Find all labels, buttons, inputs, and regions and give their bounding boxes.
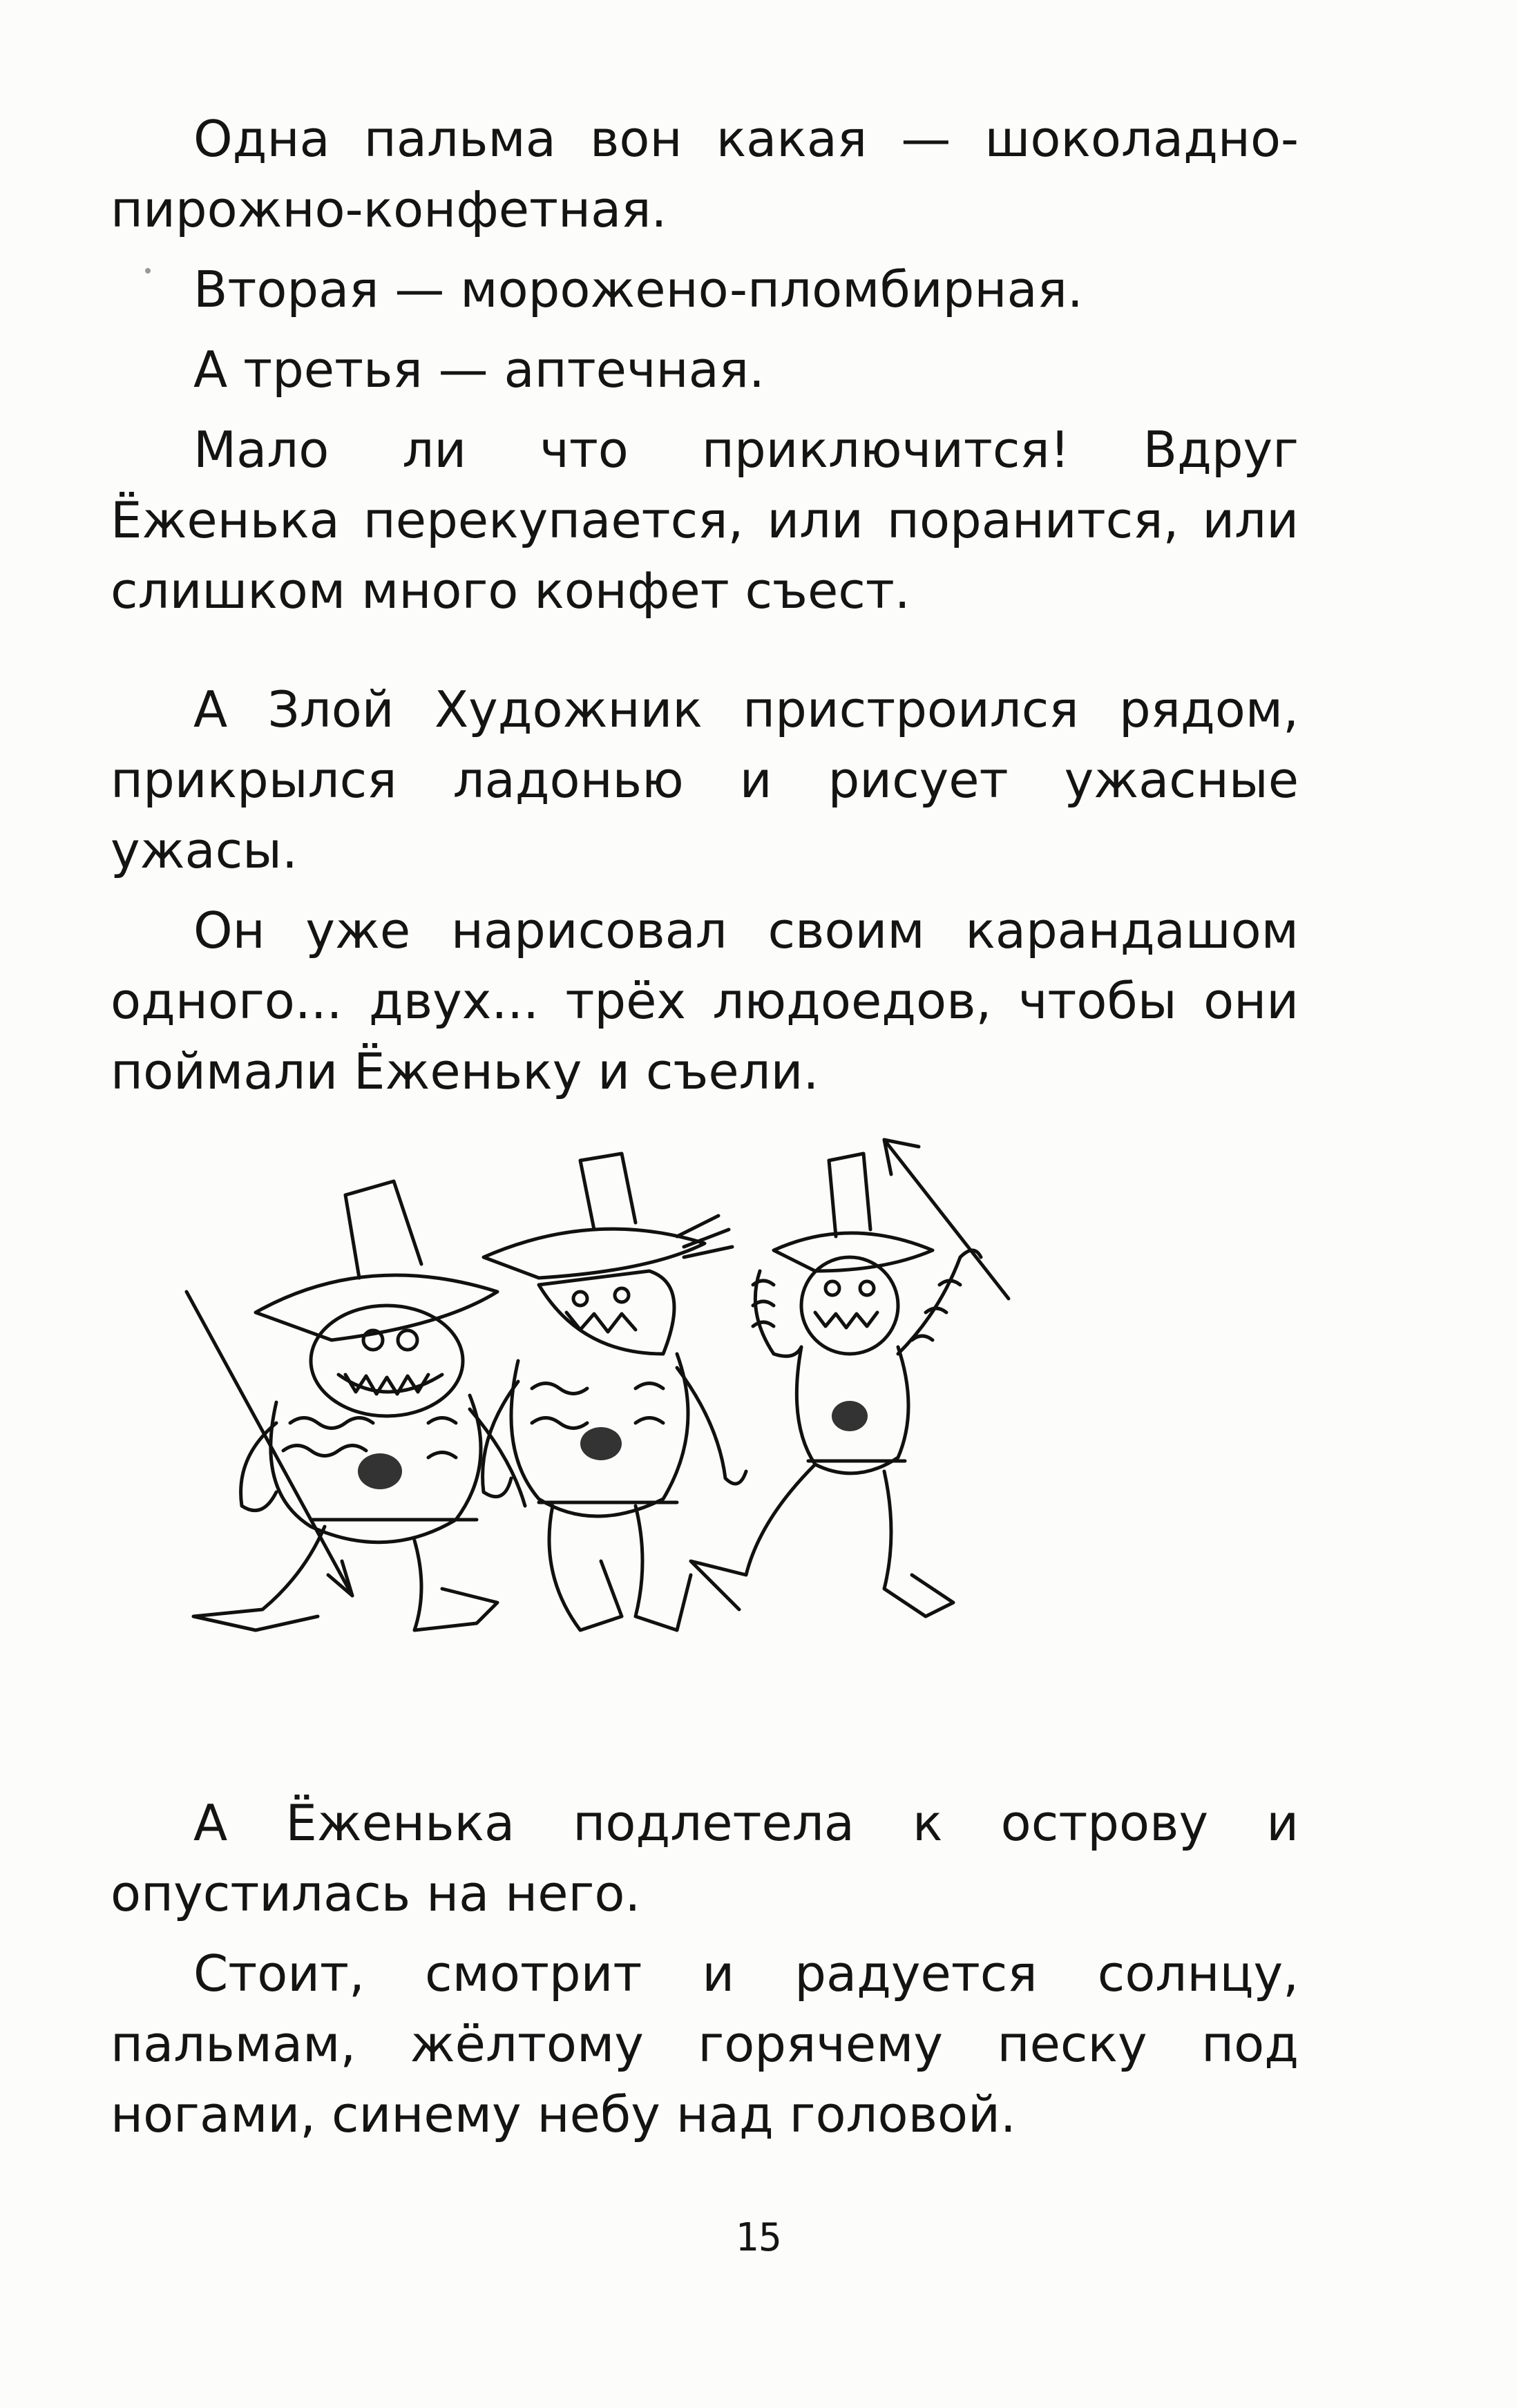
paragraph: Он уже нарисовал своим карандашом одного... двух... трёх людоедов, чтобы они поймали Ёженьку и съели. [111,901,1299,1100]
paragraph: Одна пальма вон какая — шоколадно-пирожно-конфетная. [111,110,1299,238]
page-number: 15 [735,2215,782,2260]
three-cannibals-drawing [152,1133,1340,1699]
scan-speck [145,268,151,274]
text-block-palms [111,104,1299,626]
paragraph: А третья — аптечная. [193,341,765,399]
paragraph: Мало ли что приключится! Вдруг Ёженька перекупается, или поранится, или слишком много конфет съест. [111,421,1299,620]
cannibal-figure-left [187,1181,525,1630]
navel-shading-middle [580,1427,622,1460]
paragraph: А Ёженька подлетела к острову и опустилась на него. [111,1794,1299,1922]
cannibals-illustration [152,1133,1340,1699]
cannibal-figure-middle [483,1154,746,1630]
navel-shading-right [832,1401,868,1431]
navel-shading-left [358,1453,402,1489]
paragraph: Вторая — мороженo-пломбирная. [193,260,1083,318]
paragraph: А Злой Художник пристроился рядом, прикрылся ладонью и рисует ужасные ужасы. [111,680,1299,879]
paragraph: Стоит, смотрит и радуется солнцу, пальмам, жёлтому горячему песку под ногами, синему небу над головой. [111,1944,1299,2143]
text-block-island [111,1788,1299,2150]
text-block-evil-artist [111,674,1299,1107]
cannibal-figure-right [691,1140,1009,1616]
